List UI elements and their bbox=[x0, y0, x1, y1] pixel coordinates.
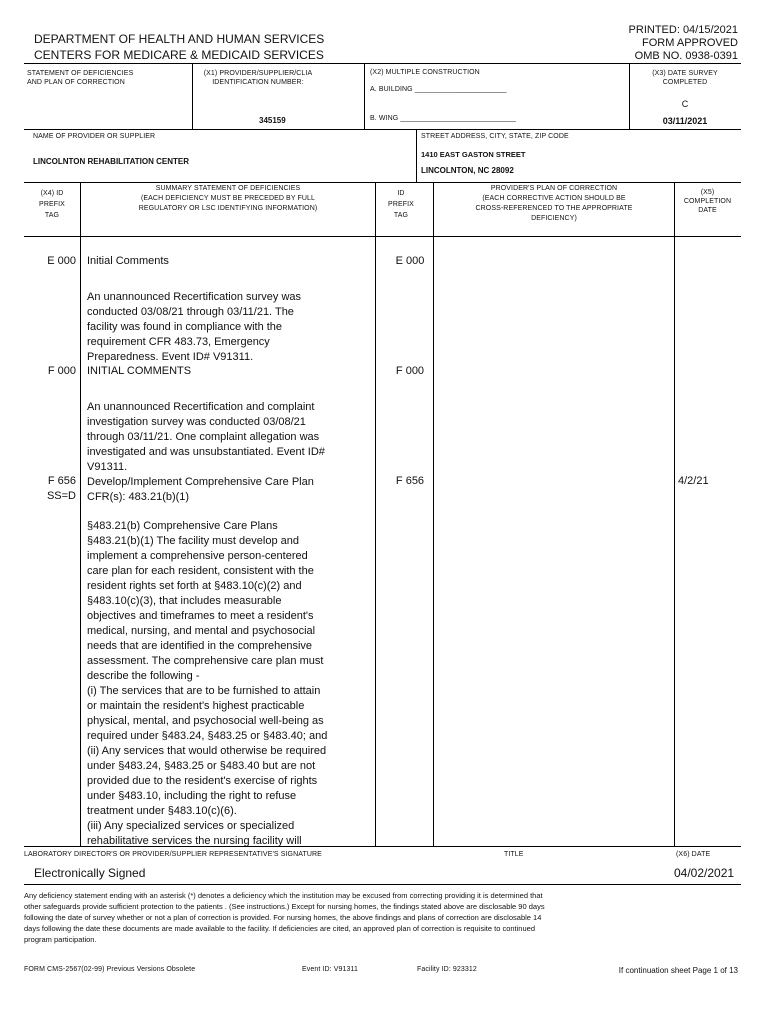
f656-scope-severity: SS=D bbox=[46, 490, 76, 502]
department-line: DEPARTMENT OF HEALTH AND HUMAN SERVICES bbox=[34, 32, 325, 46]
f656-completion-date: 4/2/21 bbox=[678, 475, 709, 487]
street-address: 1410 EAST GASTON STREET bbox=[421, 150, 526, 159]
id-box-bottom-border bbox=[24, 129, 741, 130]
signature-value: Electronically Signed bbox=[34, 866, 146, 880]
f000-tag: F 000 bbox=[47, 365, 76, 377]
agency-line: CENTERS FOR MEDICARE & MEDICAID SERVICES bbox=[34, 48, 324, 62]
f656-title: Develop/Implement Comprehensive Care Plan CFR(s): 483.21(b)(1) bbox=[87, 476, 314, 503]
signature-row-bottom-border bbox=[24, 884, 741, 885]
building-label: A. BUILDING _______________________ bbox=[370, 86, 507, 93]
address-label: STREET ADDRESS, CITY, STATE, ZIP CODE bbox=[421, 133, 569, 140]
signature-label: LABORATORY DIRECTOR'S OR PROVIDER/SUPPLIER REPRESENTATIVE'S SIGNATURE bbox=[24, 851, 322, 858]
f000-body: An unannounced Recertification and complaint investigation survey was conducted 03/08/21 through 03/11/21. One complaint allegation was investigated and was unsubstantiated. Event ID# V91311. bbox=[87, 401, 325, 473]
column-divider bbox=[433, 182, 434, 847]
provider-name-label: NAME OF PROVIDER OR SUPPLIER bbox=[33, 133, 156, 140]
e000-tag: E 000 bbox=[47, 255, 76, 267]
disclaimer-text: Any deficiency statement ending with an asterisk (*) denotes a deficiency which the institution may be excused from correcting providing it is determined that other safeguards provide sufficient protection to the patients . (See instructions.) Except for nursing homes, the findings stated above are disclosable 90 days following the date of survey whether or not a plan of correction is provided. For nursing homes, the above findings and plans of correction are disclosable 14 days following the date these documents are made available to the facility. If deficiencies are cited, an approved plan of correction is requisite to continued program participation. bbox=[24, 891, 545, 944]
f656-tag: F 656 bbox=[47, 475, 76, 487]
page-number: If continuation sheet Page 1 of 13 bbox=[618, 966, 738, 975]
title-label: TITLE bbox=[504, 851, 524, 858]
omb-number: OMB NO. 0938-0391 bbox=[634, 50, 738, 62]
facility-id: Facility ID: 923312 bbox=[417, 966, 477, 973]
form-number: FORM CMS-2567(02-99) Previous Versions Obsolete bbox=[24, 966, 196, 973]
e000-right-tag: E 000 bbox=[395, 255, 425, 267]
plan-column-header: PROVIDER'S PLAN OF CORRECTION (EACH CORRECTIVE ACTION SHOULD BE CROSS-REFERENCED TO THE APPROPRIATE DEFICIENCY) bbox=[475, 185, 633, 222]
f000-title: INITIAL COMMENTS bbox=[87, 365, 192, 377]
x6-date-label: (X6) DATE bbox=[676, 851, 711, 858]
column-divider bbox=[375, 182, 376, 847]
wing-label: B. WING _____________________________ bbox=[370, 115, 517, 122]
f656-right-tag: F 656 bbox=[395, 475, 425, 487]
f656-body: §483.21(b) Comprehensive Care Plans §483.21(b)(1) The facility must develop and implement a comprehensive person-centered care plan for each resident, consistent with the resident rights set forth at §483.10(c)(2) and §483.10(c)(3), that includes measurable objectives and timeframes to meet a resident's medical, nursing, and mental and psychosocial needs that are identified in the comprehensive assessment. The comprehensive care plan must describe the following - (i) The services that are to be furnished to attain or maintain the resident's highest practicable physical, mental, and psychosocial well-being as required under §483.24, §483.25 or §483.40; and (ii) Any services that would otherwise be required under §483.24, §483.25 or §483.40 but are not provided due to the resident's exercise of rights under §483.10, including the right to refuse treatment under §483.10(c)(6). (iii) Any specialized services or specialized rehabilitative services the nursing facility will bbox=[87, 520, 328, 847]
statement-label: STATEMENT OF DEFICIENCIES AND PLAN OF CORRECTION bbox=[27, 70, 134, 86]
id-column-header: ID PREFIX TAG bbox=[388, 190, 414, 219]
city-state-zip: LINCOLNTON, NC 28092 bbox=[421, 166, 514, 175]
e000-title: Initial Comments bbox=[87, 255, 169, 267]
provider-name: LINCOLNTON REHABILITATION CENTER bbox=[33, 157, 189, 166]
provider-row-divider bbox=[416, 129, 417, 183]
provider-row-bottom-border bbox=[24, 182, 741, 183]
printed-date: PRINTED: 04/15/2021 bbox=[628, 24, 738, 36]
x2-label: (X2) MULTIPLE CONSTRUCTION bbox=[370, 69, 480, 76]
x1-label: (X1) PROVIDER/SUPPLIER/CLIA IDENTIFICATION NUMBER: bbox=[203, 70, 313, 86]
f000-right-tag: F 000 bbox=[395, 365, 425, 377]
x3-label: (X3) DATE SURVEY COMPLETED bbox=[652, 70, 718, 86]
id-box-divider bbox=[364, 63, 365, 130]
column-divider bbox=[80, 182, 81, 847]
form-approved: FORM APPROVED bbox=[642, 37, 738, 49]
provider-number: 345159 bbox=[259, 116, 286, 125]
summary-column-header: SUMMARY STATEMENT OF DEFICIENCIES (EACH DEFICIENCY MUST BE PRECEDED BY FULL REGULATORY OR LSC IDENTIFYING INFORMATION) bbox=[138, 185, 318, 212]
signature-date: 04/02/2021 bbox=[674, 866, 735, 880]
e000-body: An unannounced Recertification survey was conducted 03/08/21 through 03/11/21. The facility was found in compliance with the requirement CFR 483.73, Emergency Preparedness. Event ID# V91311. bbox=[87, 291, 302, 363]
x5-column-header: (X5) COMPLETION DATE bbox=[683, 189, 732, 214]
event-id: Event ID: V91311 bbox=[302, 966, 358, 973]
column-header-bottom-border bbox=[24, 236, 741, 237]
survey-completed-date: 03/11/2021 bbox=[662, 116, 708, 126]
column-divider bbox=[674, 182, 675, 847]
id-box-top-border bbox=[24, 63, 741, 64]
x4-column-header: (X4) ID PREFIX TAG bbox=[39, 190, 65, 219]
survey-code: C bbox=[681, 99, 689, 109]
